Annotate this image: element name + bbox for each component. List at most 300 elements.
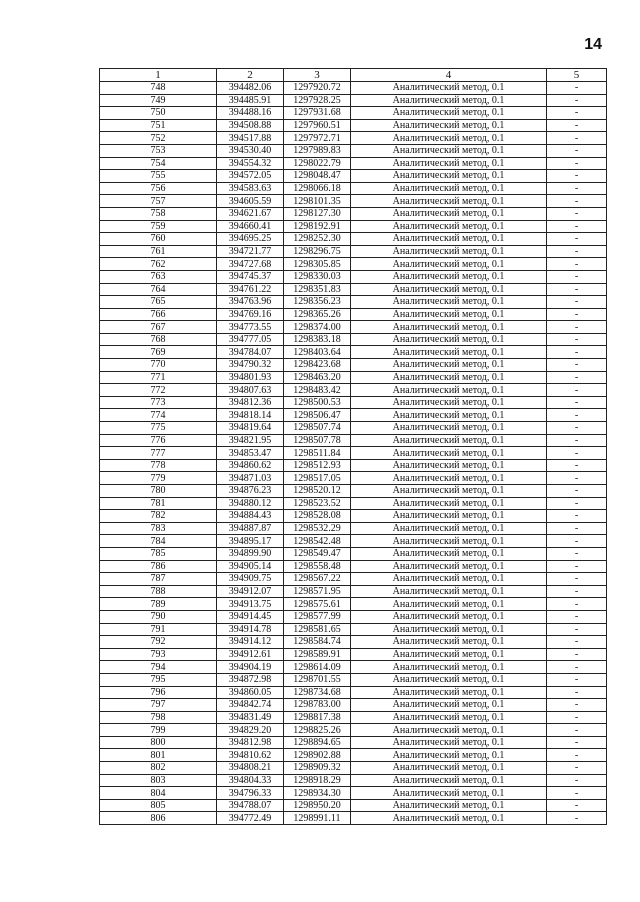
point-number-cell: 763	[100, 270, 217, 283]
point-number-cell: 802	[100, 762, 217, 775]
x-coordinate-cell: 394801.93	[217, 371, 284, 384]
point-number-cell: 774	[100, 409, 217, 422]
y-coordinate-cell: 1297989.83	[284, 144, 351, 157]
point-number-cell: 784	[100, 535, 217, 548]
y-coordinate-cell: 1298066.18	[284, 182, 351, 195]
y-coordinate-cell: 1298252.30	[284, 233, 351, 246]
table-body	[100, 82, 607, 825]
point-number-cell: 770	[100, 359, 217, 372]
method-cell: Аналитический метод, 0.1	[351, 711, 547, 724]
y-coordinate-cell: 1298365.26	[284, 308, 351, 321]
note-cell: -	[547, 724, 607, 737]
coordinates-table	[99, 68, 607, 825]
method-cell: Аналитический метод, 0.1	[351, 346, 547, 359]
x-coordinate-cell: 394763.96	[217, 296, 284, 309]
y-coordinate-cell: 1298351.83	[284, 283, 351, 296]
note-cell: -	[547, 497, 607, 510]
point-number-cell: 791	[100, 623, 217, 636]
method-cell: Аналитический метод, 0.1	[351, 485, 547, 498]
table-row	[100, 371, 607, 384]
x-coordinate-cell: 394810.62	[217, 749, 284, 762]
method-cell: Аналитический метод, 0.1	[351, 560, 547, 573]
note-cell: -	[547, 384, 607, 397]
x-coordinate-cell: 394772.49	[217, 812, 284, 825]
y-coordinate-cell: 1298330.03	[284, 270, 351, 283]
note-cell: -	[547, 119, 607, 132]
table-row	[100, 182, 607, 195]
point-number-cell: 799	[100, 724, 217, 737]
table-row	[100, 346, 607, 359]
x-coordinate-cell: 394912.07	[217, 585, 284, 598]
note-cell: -	[547, 686, 607, 699]
method-cell: Аналитический метод, 0.1	[351, 409, 547, 422]
table-row	[100, 585, 607, 598]
note-cell: -	[547, 736, 607, 749]
table-row	[100, 195, 607, 208]
point-number-cell: 764	[100, 283, 217, 296]
note-cell: -	[547, 434, 607, 447]
y-coordinate-cell: 1298734.68	[284, 686, 351, 699]
method-cell: Аналитический метод, 0.1	[351, 359, 547, 372]
method-cell: Аналитический метод, 0.1	[351, 270, 547, 283]
table-row	[100, 799, 607, 812]
table-row	[100, 207, 607, 220]
y-coordinate-cell: 1298520.12	[284, 485, 351, 498]
note-cell: -	[547, 182, 607, 195]
method-cell: Аналитический метод, 0.1	[351, 107, 547, 120]
x-coordinate-cell: 394812.36	[217, 396, 284, 409]
x-coordinate-cell: 394508.88	[217, 119, 284, 132]
note-cell: -	[547, 321, 607, 334]
table-row	[100, 573, 607, 586]
x-coordinate-cell: 394887.87	[217, 522, 284, 535]
table-row	[100, 422, 607, 435]
y-coordinate-cell: 1298575.61	[284, 598, 351, 611]
point-number-cell: 796	[100, 686, 217, 699]
column-header-5: 5	[547, 69, 607, 82]
method-cell: Аналитический метод, 0.1	[351, 296, 547, 309]
method-cell: Аналитический метод, 0.1	[351, 472, 547, 485]
x-coordinate-cell: 394860.62	[217, 459, 284, 472]
table-row	[100, 560, 607, 573]
y-coordinate-cell: 1298507.74	[284, 422, 351, 435]
note-cell: -	[547, 144, 607, 157]
x-coordinate-cell: 394904.19	[217, 661, 284, 674]
x-coordinate-cell: 394880.12	[217, 497, 284, 510]
x-coordinate-cell: 394909.75	[217, 573, 284, 586]
y-coordinate-cell: 1298783.00	[284, 699, 351, 712]
method-cell: Аналитический метод, 0.1	[351, 585, 547, 598]
point-number-cell: 750	[100, 107, 217, 120]
method-cell: Аналитический метод, 0.1	[351, 195, 547, 208]
method-cell: Аналитический метод, 0.1	[351, 686, 547, 699]
note-cell: -	[547, 195, 607, 208]
note-cell: -	[547, 296, 607, 309]
method-cell: Аналитический метод, 0.1	[351, 522, 547, 535]
method-cell: Аналитический метод, 0.1	[351, 94, 547, 107]
method-cell: Аналитический метод, 0.1	[351, 384, 547, 397]
method-cell: Аналитический метод, 0.1	[351, 510, 547, 523]
point-number-cell: 798	[100, 711, 217, 724]
table-row	[100, 510, 607, 523]
point-number-cell: 790	[100, 610, 217, 623]
note-cell: -	[547, 585, 607, 598]
note-cell: -	[547, 94, 607, 107]
y-coordinate-cell: 1298558.48	[284, 560, 351, 573]
y-coordinate-cell: 1297931.68	[284, 107, 351, 120]
note-cell: -	[547, 245, 607, 258]
note-cell: -	[547, 132, 607, 145]
y-coordinate-cell: 1298507.78	[284, 434, 351, 447]
column-header-1: 1	[100, 69, 217, 82]
method-cell: Аналитический метод, 0.1	[351, 787, 547, 800]
table-row	[100, 699, 607, 712]
method-cell: Аналитический метод, 0.1	[351, 371, 547, 384]
y-coordinate-cell: 1298523.52	[284, 497, 351, 510]
page-number: 14	[584, 36, 602, 53]
x-coordinate-cell: 394914.45	[217, 610, 284, 623]
note-cell: -	[547, 485, 607, 498]
point-number-cell: 804	[100, 787, 217, 800]
y-coordinate-cell: 1298934.30	[284, 787, 351, 800]
method-cell: Аналитический метод, 0.1	[351, 699, 547, 712]
x-coordinate-cell: 394812.98	[217, 736, 284, 749]
table-row	[100, 661, 607, 674]
y-coordinate-cell: 1298192.91	[284, 220, 351, 233]
x-coordinate-cell: 394485.91	[217, 94, 284, 107]
point-number-cell: 769	[100, 346, 217, 359]
table-row	[100, 308, 607, 321]
x-coordinate-cell: 394773.55	[217, 321, 284, 334]
note-cell: -	[547, 170, 607, 183]
point-number-cell: 752	[100, 132, 217, 145]
note-cell: -	[547, 774, 607, 787]
point-number-cell: 803	[100, 774, 217, 787]
x-coordinate-cell: 394905.14	[217, 560, 284, 573]
note-cell: -	[547, 699, 607, 712]
method-cell: Аналитический метод, 0.1	[351, 636, 547, 649]
x-coordinate-cell: 394871.03	[217, 472, 284, 485]
x-coordinate-cell: 394819.64	[217, 422, 284, 435]
note-cell: -	[547, 573, 607, 586]
table-row	[100, 82, 607, 95]
x-coordinate-cell: 394914.12	[217, 636, 284, 649]
y-coordinate-cell: 1298403.64	[284, 346, 351, 359]
table-row	[100, 522, 607, 535]
method-cell: Аналитический метод, 0.1	[351, 119, 547, 132]
table-row	[100, 245, 607, 258]
method-cell: Аналитический метод, 0.1	[351, 648, 547, 661]
method-cell: Аналитический метод, 0.1	[351, 422, 547, 435]
table-row	[100, 673, 607, 686]
table-row	[100, 472, 607, 485]
table-row	[100, 686, 607, 699]
point-number-cell: 755	[100, 170, 217, 183]
point-number-cell: 771	[100, 371, 217, 384]
method-cell: Аналитический метод, 0.1	[351, 308, 547, 321]
y-coordinate-cell: 1298581.65	[284, 623, 351, 636]
note-cell: -	[547, 371, 607, 384]
note-cell: -	[547, 409, 607, 422]
note-cell: -	[547, 535, 607, 548]
y-coordinate-cell: 1298528.08	[284, 510, 351, 523]
point-number-cell: 779	[100, 472, 217, 485]
point-number-cell: 793	[100, 648, 217, 661]
x-coordinate-cell: 394482.06	[217, 82, 284, 95]
x-coordinate-cell: 394912.61	[217, 648, 284, 661]
y-coordinate-cell: 1298584.74	[284, 636, 351, 649]
method-cell: Аналитический метод, 0.1	[351, 547, 547, 560]
y-coordinate-cell: 1298909.32	[284, 762, 351, 775]
note-cell: -	[547, 258, 607, 271]
x-coordinate-cell: 394621.67	[217, 207, 284, 220]
method-cell: Аналитический метод, 0.1	[351, 623, 547, 636]
table-row	[100, 648, 607, 661]
table-row	[100, 94, 607, 107]
y-coordinate-cell: 1297928.25	[284, 94, 351, 107]
x-coordinate-cell: 394831.49	[217, 711, 284, 724]
point-number-cell: 777	[100, 447, 217, 460]
method-cell: Аналитический метод, 0.1	[351, 447, 547, 460]
y-coordinate-cell: 1298549.47	[284, 547, 351, 560]
note-cell: -	[547, 447, 607, 460]
note-cell: -	[547, 623, 607, 636]
method-cell: Аналитический метод, 0.1	[351, 170, 547, 183]
x-coordinate-cell: 394821.95	[217, 434, 284, 447]
note-cell: -	[547, 510, 607, 523]
table-row	[100, 144, 607, 157]
method-cell: Аналитический метод, 0.1	[351, 459, 547, 472]
method-cell: Аналитический метод, 0.1	[351, 497, 547, 510]
point-number-cell: 759	[100, 220, 217, 233]
table-row	[100, 321, 607, 334]
note-cell: -	[547, 346, 607, 359]
note-cell: -	[547, 560, 607, 573]
x-coordinate-cell: 394572.05	[217, 170, 284, 183]
x-coordinate-cell: 394517.88	[217, 132, 284, 145]
x-coordinate-cell: 394788.07	[217, 799, 284, 812]
y-coordinate-cell: 1298500.53	[284, 396, 351, 409]
y-coordinate-cell: 1298506.47	[284, 409, 351, 422]
point-number-cell: 753	[100, 144, 217, 157]
x-coordinate-cell: 394769.16	[217, 308, 284, 321]
point-number-cell: 767	[100, 321, 217, 334]
table-row	[100, 762, 607, 775]
note-cell: -	[547, 333, 607, 346]
column-header-4: 4	[351, 69, 547, 82]
method-cell: Аналитический метод, 0.1	[351, 258, 547, 271]
x-coordinate-cell: 394796.33	[217, 787, 284, 800]
point-number-cell: 778	[100, 459, 217, 472]
note-cell: -	[547, 522, 607, 535]
note-cell: -	[547, 359, 607, 372]
y-coordinate-cell: 1298571.95	[284, 585, 351, 598]
point-number-cell: 765	[100, 296, 217, 309]
x-coordinate-cell: 394842.74	[217, 699, 284, 712]
point-number-cell: 789	[100, 598, 217, 611]
method-cell: Аналитический метод, 0.1	[351, 812, 547, 825]
x-coordinate-cell: 394721.77	[217, 245, 284, 258]
y-coordinate-cell: 1298817.38	[284, 711, 351, 724]
table-row	[100, 535, 607, 548]
note-cell: -	[547, 472, 607, 485]
table-row	[100, 409, 607, 422]
point-number-cell: 788	[100, 585, 217, 598]
point-number-cell: 757	[100, 195, 217, 208]
method-cell: Аналитический метод, 0.1	[351, 762, 547, 775]
y-coordinate-cell: 1298511.84	[284, 447, 351, 460]
method-cell: Аналитический метод, 0.1	[351, 82, 547, 95]
method-cell: Аналитический метод, 0.1	[351, 573, 547, 586]
table-row	[100, 396, 607, 409]
method-cell: Аналитический метод, 0.1	[351, 321, 547, 334]
x-coordinate-cell: 394777.05	[217, 333, 284, 346]
table-row	[100, 333, 607, 346]
point-number-cell: 805	[100, 799, 217, 812]
table-row	[100, 787, 607, 800]
method-cell: Аналитический метод, 0.1	[351, 749, 547, 762]
table-row	[100, 447, 607, 460]
y-coordinate-cell: 1298463.20	[284, 371, 351, 384]
table-row	[100, 711, 607, 724]
method-cell: Аналитический метод, 0.1	[351, 535, 547, 548]
x-coordinate-cell: 394914.78	[217, 623, 284, 636]
point-number-cell: 754	[100, 157, 217, 170]
table-row	[100, 749, 607, 762]
column-header-3: 3	[284, 69, 351, 82]
x-coordinate-cell: 394884.43	[217, 510, 284, 523]
point-number-cell: 794	[100, 661, 217, 674]
y-coordinate-cell: 1298614.09	[284, 661, 351, 674]
y-coordinate-cell: 1297960.51	[284, 119, 351, 132]
note-cell: -	[547, 547, 607, 560]
table-row	[100, 220, 607, 233]
table-row	[100, 359, 607, 372]
point-number-cell: 801	[100, 749, 217, 762]
note-cell: -	[547, 661, 607, 674]
y-coordinate-cell: 1298022.79	[284, 157, 351, 170]
note-cell: -	[547, 648, 607, 661]
y-coordinate-cell: 1298483.42	[284, 384, 351, 397]
y-coordinate-cell: 1298532.29	[284, 522, 351, 535]
point-number-cell: 772	[100, 384, 217, 397]
note-cell: -	[547, 270, 607, 283]
y-coordinate-cell: 1298305.85	[284, 258, 351, 271]
table-row	[100, 170, 607, 183]
table-row	[100, 258, 607, 271]
point-number-cell: 762	[100, 258, 217, 271]
point-number-cell: 775	[100, 422, 217, 435]
x-coordinate-cell: 394818.14	[217, 409, 284, 422]
point-number-cell: 749	[100, 94, 217, 107]
x-coordinate-cell: 394761.22	[217, 283, 284, 296]
y-coordinate-cell: 1297972.71	[284, 132, 351, 145]
method-cell: Аналитический метод, 0.1	[351, 774, 547, 787]
x-coordinate-cell: 394660.41	[217, 220, 284, 233]
method-cell: Аналитический метод, 0.1	[351, 736, 547, 749]
note-cell: -	[547, 598, 607, 611]
x-coordinate-cell: 394745.37	[217, 270, 284, 283]
x-coordinate-cell: 394605.59	[217, 195, 284, 208]
note-cell: -	[547, 82, 607, 95]
point-number-cell: 758	[100, 207, 217, 220]
table-row	[100, 270, 607, 283]
note-cell: -	[547, 107, 607, 120]
y-coordinate-cell: 1298567.22	[284, 573, 351, 586]
y-coordinate-cell: 1298894.65	[284, 736, 351, 749]
note-cell: -	[547, 459, 607, 472]
x-coordinate-cell: 394829.20	[217, 724, 284, 737]
table-row	[100, 724, 607, 737]
point-number-cell: 748	[100, 82, 217, 95]
table-row	[100, 636, 607, 649]
method-cell: Аналитический метод, 0.1	[351, 661, 547, 674]
method-cell: Аналитический метод, 0.1	[351, 283, 547, 296]
note-cell: -	[547, 422, 607, 435]
table-header	[100, 69, 607, 82]
method-cell: Аналитический метод, 0.1	[351, 182, 547, 195]
method-cell: Аналитический метод, 0.1	[351, 610, 547, 623]
note-cell: -	[547, 636, 607, 649]
table-row	[100, 774, 607, 787]
x-coordinate-cell: 394899.90	[217, 547, 284, 560]
method-cell: Аналитический метод, 0.1	[351, 245, 547, 258]
point-number-cell: 806	[100, 812, 217, 825]
note-cell: -	[547, 787, 607, 800]
y-coordinate-cell: 1298101.35	[284, 195, 351, 208]
method-cell: Аналитический метод, 0.1	[351, 144, 547, 157]
x-coordinate-cell: 394872.98	[217, 673, 284, 686]
method-cell: Аналитический метод, 0.1	[351, 132, 547, 145]
y-coordinate-cell: 1298542.48	[284, 535, 351, 548]
point-number-cell: 795	[100, 673, 217, 686]
y-coordinate-cell: 1298589.91	[284, 648, 351, 661]
table-row	[100, 384, 607, 397]
method-cell: Аналитический метод, 0.1	[351, 434, 547, 447]
y-coordinate-cell: 1298356.23	[284, 296, 351, 309]
method-cell: Аналитический метод, 0.1	[351, 673, 547, 686]
table-row	[100, 623, 607, 636]
x-coordinate-cell: 394488.16	[217, 107, 284, 120]
point-number-cell: 760	[100, 233, 217, 246]
y-coordinate-cell: 1298512.93	[284, 459, 351, 472]
table-row	[100, 283, 607, 296]
table-row	[100, 812, 607, 825]
x-coordinate-cell: 394695.25	[217, 233, 284, 246]
table-row	[100, 434, 607, 447]
y-coordinate-cell: 1298825.26	[284, 724, 351, 737]
method-cell: Аналитический метод, 0.1	[351, 724, 547, 737]
note-cell: -	[547, 610, 607, 623]
method-cell: Аналитический метод, 0.1	[351, 396, 547, 409]
y-coordinate-cell: 1298127.30	[284, 207, 351, 220]
table-row	[100, 107, 607, 120]
y-coordinate-cell: 1298383.18	[284, 333, 351, 346]
table-row	[100, 598, 607, 611]
method-cell: Аналитический метод, 0.1	[351, 333, 547, 346]
point-number-cell: 773	[100, 396, 217, 409]
method-cell: Аналитический метод, 0.1	[351, 233, 547, 246]
y-coordinate-cell: 1298296.75	[284, 245, 351, 258]
x-coordinate-cell: 394808.21	[217, 762, 284, 775]
x-coordinate-cell: 394804.33	[217, 774, 284, 787]
table-row	[100, 157, 607, 170]
point-number-cell: 768	[100, 333, 217, 346]
x-coordinate-cell: 394583.63	[217, 182, 284, 195]
x-coordinate-cell: 394853.47	[217, 447, 284, 460]
table-row	[100, 132, 607, 145]
point-number-cell: 786	[100, 560, 217, 573]
